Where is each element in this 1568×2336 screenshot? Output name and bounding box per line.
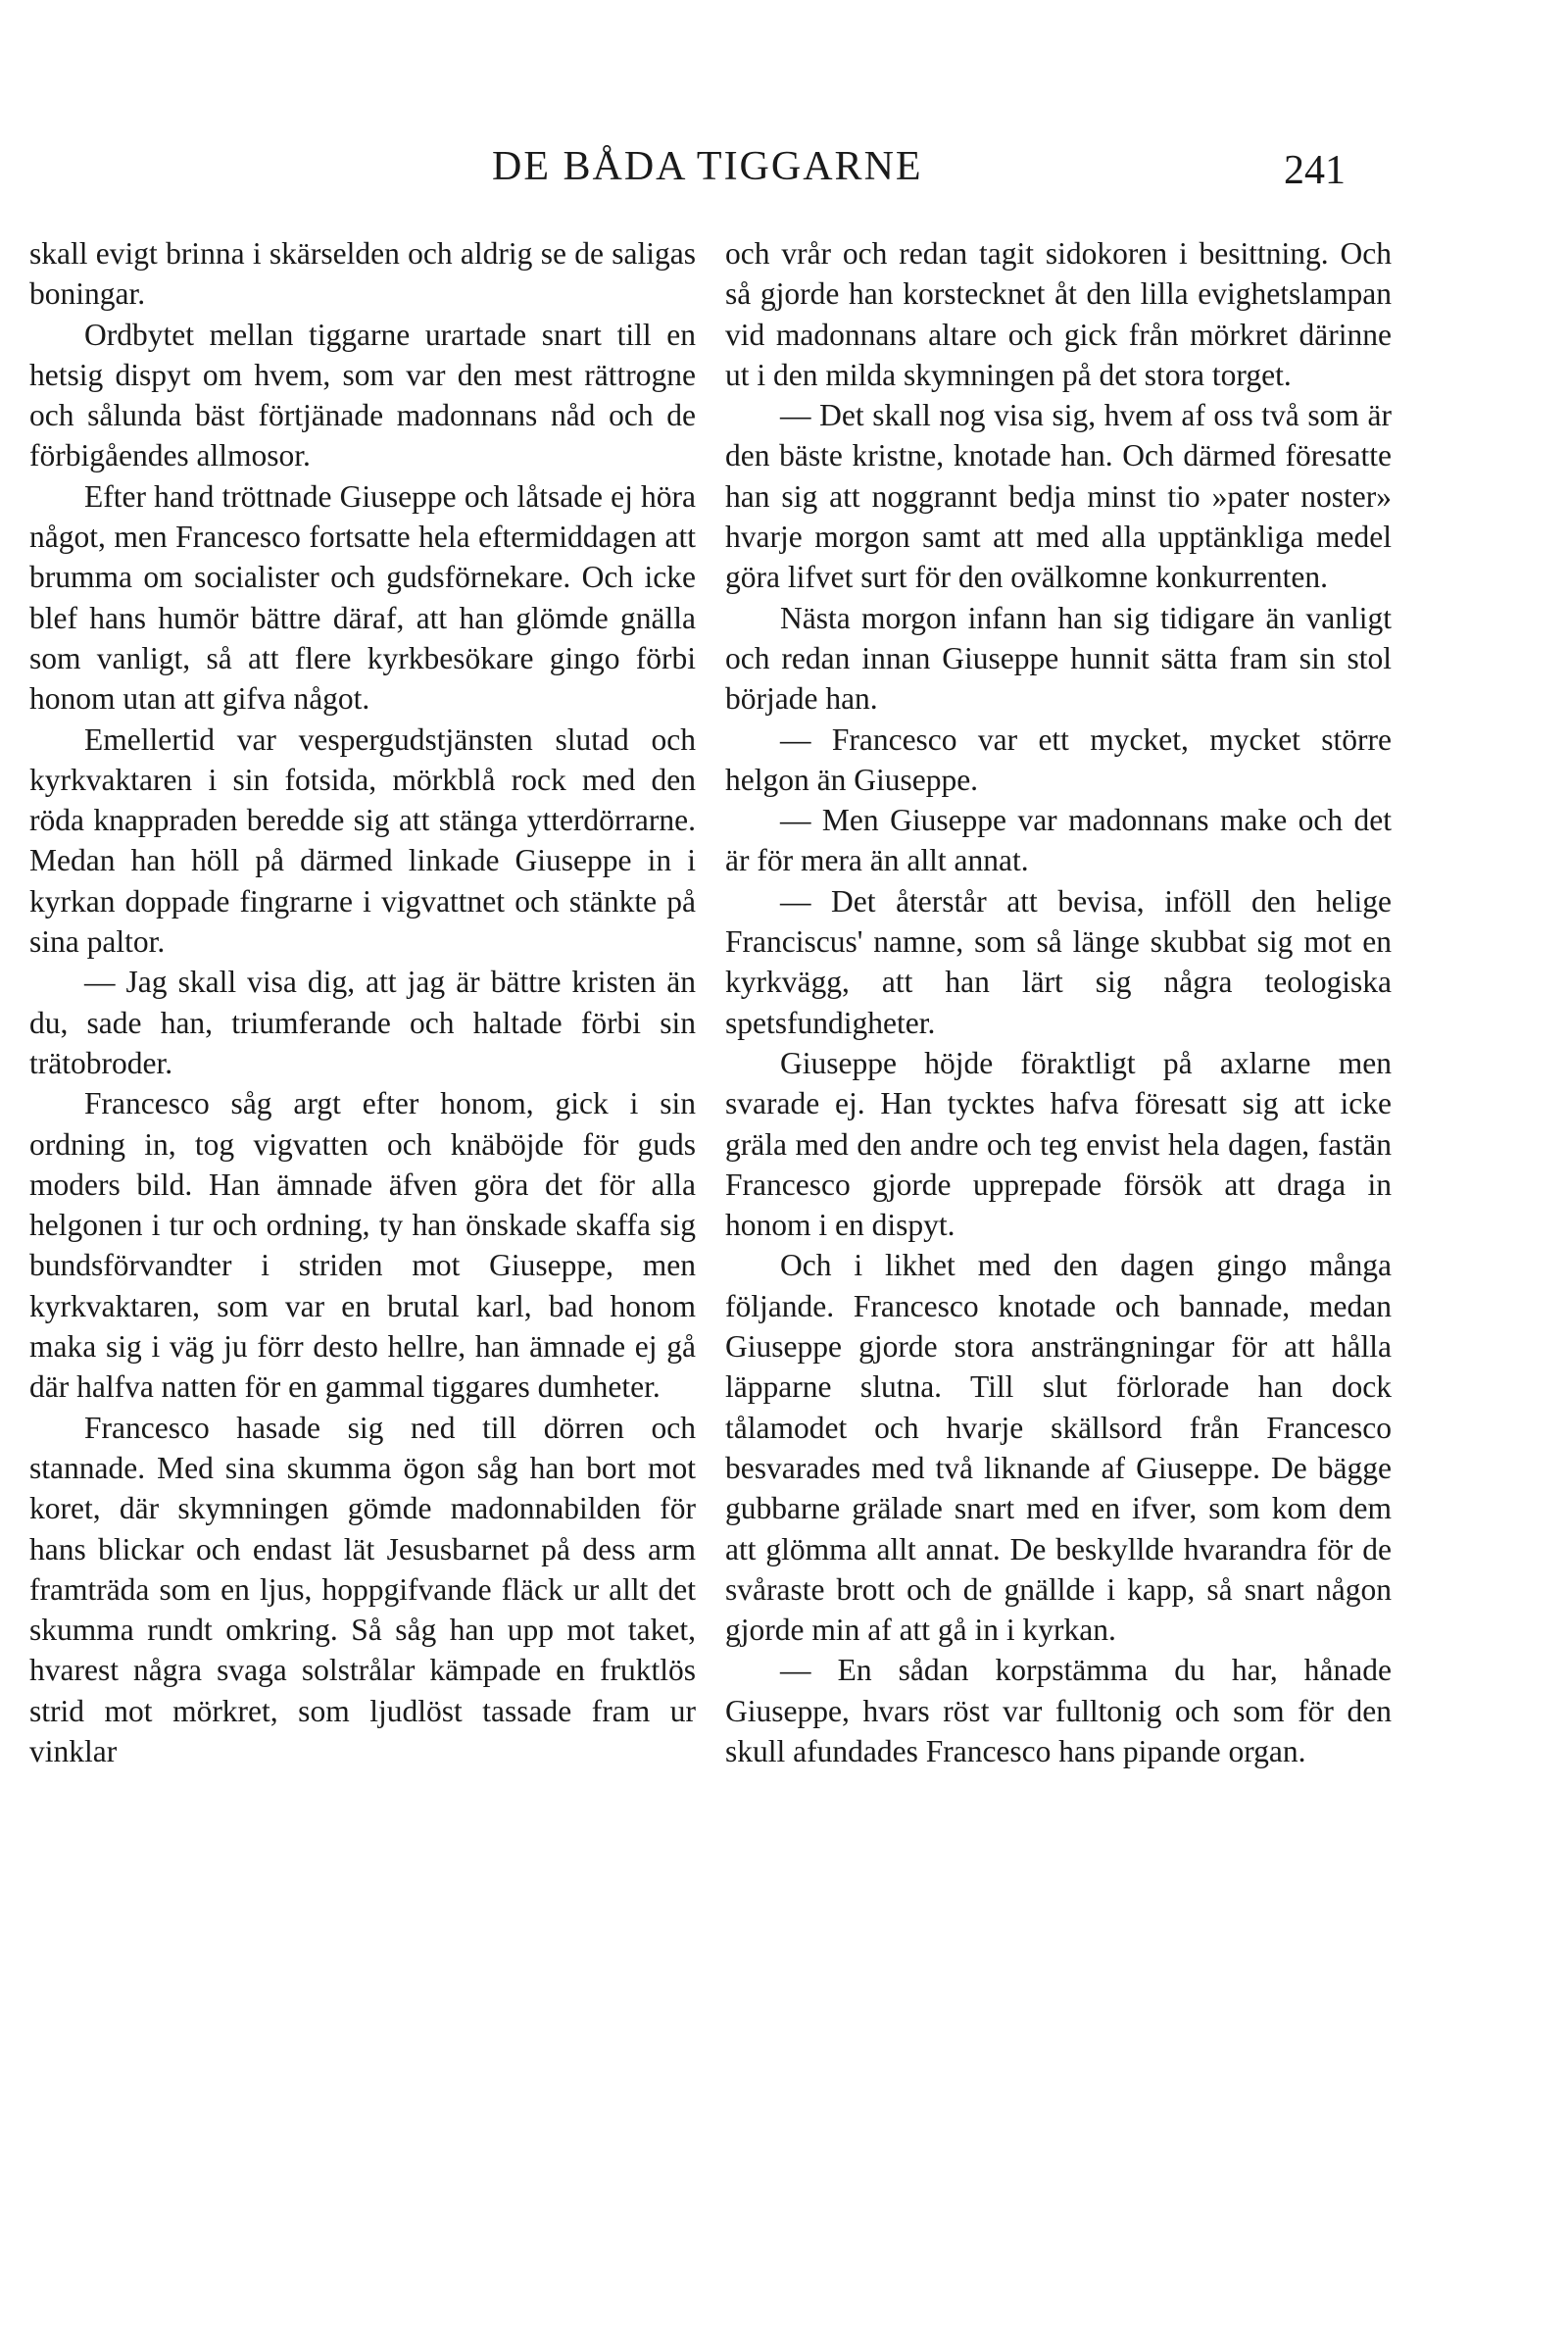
paragraph: Ordbytet mellan tiggarne urartade snart till en hetsig dispyt om hvem, som var den mest rättrogne och sålunda bäst förtjänade madonnans nåd och de förbigåendes allmosor. [29,317,696,473]
left-column [29,233,696,1771]
running-head [0,143,1568,202]
paragraph: — Det återstår att bevisa, inföll den helige Franciscus' namne, som så länge skubbat sig mot en kyrkvägg, att han lärt sig några teologiska spetsfundigheter. [725,883,1392,1040]
paragraph: Nästa morgon infann han sig tidigare än vanligt och redan innan Giuseppe hunnit sätta fram sin stol började han. [725,600,1392,717]
running-title: DE BÅDA TIGGARNE [492,144,923,189]
paragraph: skall evigt brinna i skärselden och aldrig se de saligas boningar. [29,236,696,312]
paragraph: — Det skall nog visa sig, hvem af oss två som är den bäste kristne, knotade han. Och därmed föresatte han sig att noggrannt bedja minst tio »pater noster» hvarje morgon samt att med alla upptänkliga medel göra lifvet surt för den ovälkomne konkurrenten. [725,398,1392,595]
bottom-margin [0,2284,1568,2336]
paragraph: Och i likhet med den dagen gingo många följande. Francesco knotade och bannade, medan Giuseppe gjorde stora ansträngningar för att hålla läpparne slutna. Till slut förlorade han dock tålamodet och hvarje skällsord från Francesco besvarades med två liknande af Giuseppe. De bägge gubbarne grälade snart med en ifver, som kom dem att glömma allt annat. De beskyllde hvarandra för de svåraste brott och de gnällde i kapp, så snart någon gjorde min af att gå in i kyrkan. [725,1248,1392,1648]
paragraph: — En sådan korpstämma du har, hånade Giuseppe, hvars röst var fulltonig och som för den skull afundades Francesco hans pipande organ. [725,1653,1392,1768]
paragraph: Francesco såg argt efter honom, gick i sin ordning in, tog vigvatten och knäböjde för guds moders bild. Han ämnade äfven göra det för alla helgonen i tur och ordning, ty han önskade skaffa sig bundsförvandter i striden mot Giuseppe, men kyrkvaktaren, som var en brutal karl, bad honom maka sig i väg ju förr desto hellre, han ämnade ej gå där halfva natten för en gammal tiggares dumheter. [29,1086,696,1405]
right-column [725,233,1392,1771]
paragraph: — Men Giuseppe var madonnans make och det är för mera än allt annat. [725,803,1392,878]
paragraph: — Francesco var ett mycket, mycket större helgon än Giuseppe. [725,721,1392,797]
paragraph: Emellertid var vespergudstjänsten slutad och kyrkvaktaren i sin fotsida, mörkblå rock med den röda knappraden beredde sig att stänga ytterdörrarne. Medan han höll på därmed linkade Giuseppe in i kyrkan doppade fingrarne i vigvattnet och stänkte på sina paltor. [29,721,696,960]
paragraph: Giuseppe höjde föraktligt på axlarne men svarade ej. Han tycktes hafva föresatt sig att icke gräla med den andre och teg envist hela dagen, fastän Francesco gjorde upprepade försök att draga in honom i en dispyt. [725,1045,1392,1243]
paragraph: och vrår och redan tagit sidokoren i besittning. Och så gjorde han korstecknet åt den lilla evighetslampan vid madonnans altare och gick från mörkret därinne ut i den milda skymningen på det stora torget. [725,236,1392,392]
paragraph: Efter hand tröttnade Giuseppe och låtsade ej höra något, men Francesco fortsatte hela eftermiddagen att brumma om socialister och gudsförnekare. Och icke blef hans humör bättre däraf, att han glömde gnälla som vanligt, så att flere kyrkbesökare gingo förbi honom utan att gifva något. [29,478,696,717]
page-number: 241 [1284,148,1346,193]
paragraph: — Jag skall visa dig, att jag är bättre kristen än du, sade han, triumferande och haltade förbi sin trätobroder. [29,965,696,1080]
paragraph: Francesco hasade sig ned till dörren och stannade. Med sina skumma ögon såg han bort mot koret, där skymningen gömde madonnabilden för hans blickar och endast lät Jesusbarnet på dess arm framträda som en ljus, hoppgifvande fläck ur allt det skumma rundt omkring. Så såg han upp mot taket, hvarest några svaga solstrålar kämpade en fruktlös strid mot mörkret, som ljudlöst tassade fram ur vinklar [29,1410,696,1768]
